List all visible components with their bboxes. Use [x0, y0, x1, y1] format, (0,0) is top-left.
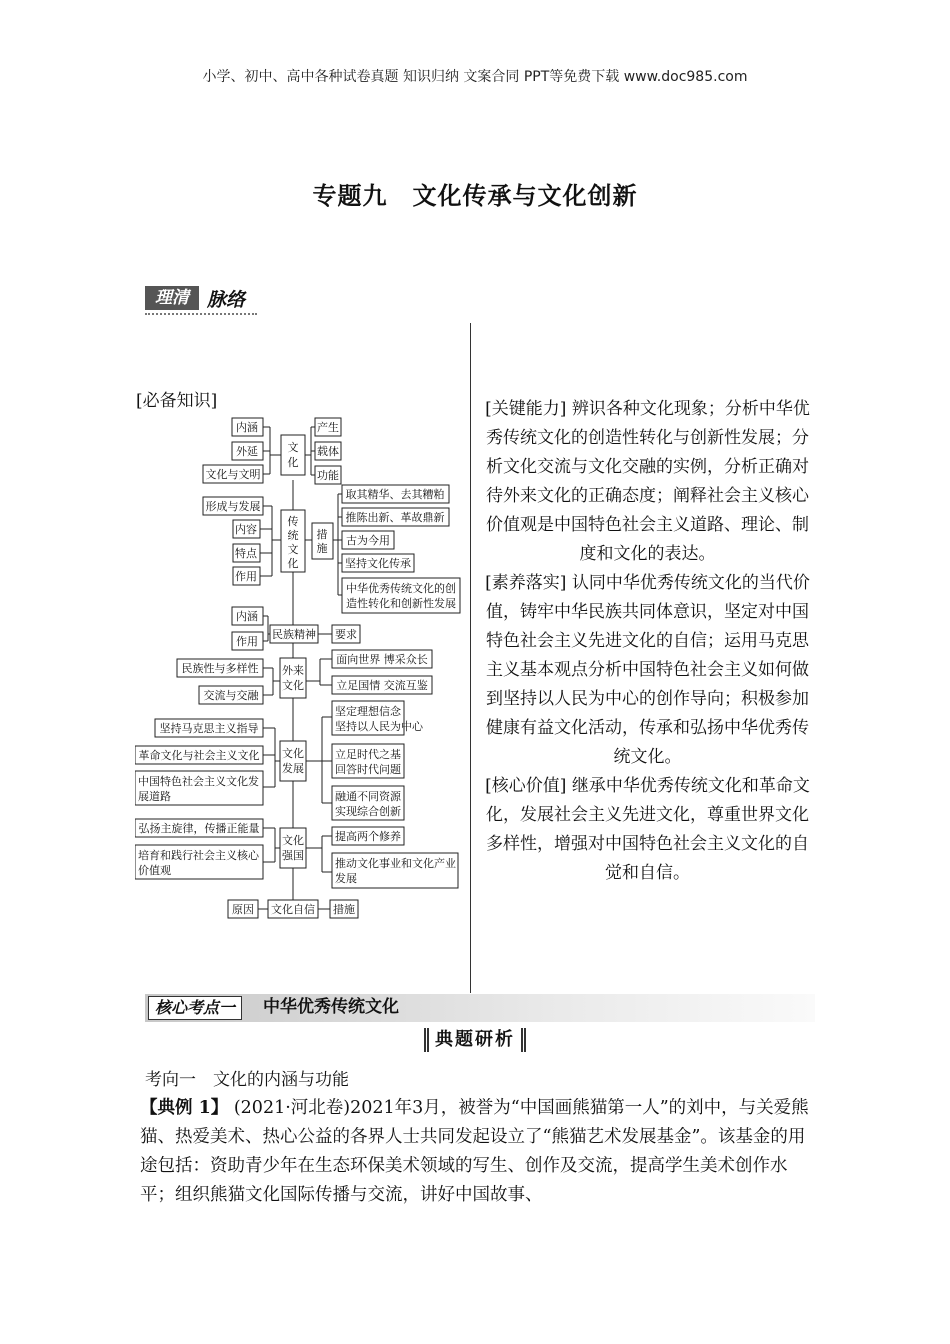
mm-measures: 措	[316, 528, 328, 541]
mm-foreign-left-1: 民族性与多样性	[181, 662, 259, 675]
mm-spirit-center: 民族精神	[272, 628, 316, 641]
mm-culture-right-2: 载体	[317, 445, 339, 458]
mm-develop-left-2: 革命文化与社会主义文化	[138, 749, 260, 762]
mm-foreign-right-1: 面向世界 博采众长	[336, 653, 428, 666]
mm-confidence-left: 原因	[232, 903, 254, 916]
typical-analysis-header	[0, 1028, 950, 1052]
mm-strong-right-2b: 发展	[335, 872, 357, 885]
key-ability-label: [关键能力]	[485, 399, 567, 419]
literacy-label: [素养落实]	[485, 573, 567, 593]
mm-develop-right-2a: 立足时代之基	[335, 748, 401, 761]
mm-strong-center: 文化	[282, 834, 304, 847]
mm-develop-right-3a: 融通不同资源	[335, 790, 401, 803]
mm-foreign-center: 外来	[282, 664, 304, 677]
mm-spirit-right: 要求	[335, 628, 357, 641]
mm-culture-left-2: 外延	[236, 445, 258, 458]
section-badge-prefix: 理清	[145, 286, 199, 310]
section-badge	[145, 285, 257, 315]
mm-culture-right-1: 产生	[317, 421, 339, 434]
mm-develop-right-2b: 回答时代问题	[335, 763, 401, 776]
mindmap-label: [必备知识]	[136, 391, 218, 411]
mm-strong-right-1: 提高两个修养	[335, 830, 401, 843]
mm-develop-left-3b: 展道路	[138, 790, 171, 803]
literacy-paragraph: [素养落实] 认同中华优秀传统文化的当代价值，铸牢中华民族共同体意识，坚定对中国特色社会主义先进文化的自信；运用马克思主义基本观点分析中国特色社会主义如何做到坚持以人民为中心的创作导向；积极参加健康有益文化活动，传承和弘扬中华优秀传统文化。	[485, 573, 810, 767]
mm-measure-5b: 造性转化和创新性发展	[346, 597, 456, 610]
key-ability-paragraph: [关键能力] 辨识各种文化现象；分析中华优秀传统文化的创造性转化与创新性发展；分析文化交流与文化交融的实例，分析正确对待外来文化的正确态度；阐释社会主义核心价值观是中国特色社会主义道路、理论、制度和文化的表达。	[485, 399, 810, 564]
mm-culture-center: 文	[287, 441, 299, 454]
site-banner: 小学、初中、高中各种试卷真题 知识归纳 文案合同 PPT等免费下载 www.doc985.com	[202, 69, 748, 85]
mm-culture-left-3: 文化与文明	[205, 468, 261, 481]
mm-develop-left-1: 坚持马克思主义指导	[159, 722, 259, 735]
mm-strong-right-2a: 推动文化事业和文化产业	[335, 857, 456, 870]
mm-tradition-left-2: 内容	[235, 523, 257, 536]
svg-text:统: 统	[287, 529, 299, 542]
mm-foreign-right-2: 立足国情 交流互鉴	[336, 679, 428, 692]
svg-text:化: 化	[287, 456, 299, 469]
mm-tradition-left-4: 作用	[235, 570, 257, 583]
knowledge-mindmap	[135, 415, 465, 925]
svg-text:文化: 文化	[282, 679, 304, 692]
example-source: (2021·河北卷)	[228, 1098, 351, 1118]
example-text: 2021年3月，被誉为“中国画熊猫第一人”的刘中，与关爱熊猫、热爱美术、热心公益的各界人士共同发起设立了“熊猫艺术发展基金”。该基金的用途包括：资助青少年在生态环保美术领域的写生、创作及交流，提高学生美术创作水平；组织熊猫文化国际传播与交流，讲好中国故事、	[140, 1098, 809, 1205]
svg-text:化: 化	[287, 557, 299, 570]
requirements-text	[480, 395, 815, 888]
svg-text:强国: 强国	[282, 849, 304, 862]
core-point-title: 中华优秀传统文化	[263, 997, 399, 1017]
mm-tradition-left-1: 形成与发展	[205, 500, 261, 513]
mm-strong-left-2a: 培育和践行社会主义核心	[138, 849, 259, 862]
mm-spirit-left-2: 作用	[236, 635, 258, 648]
mm-measure-5a: 中华优秀传统文化的创	[346, 582, 456, 595]
mm-measure-1: 取其精华、去其糟粕	[345, 488, 445, 501]
core-value-paragraph: [核心价值] 继承中华优秀传统文化和革命文化，发展社会主义先进文化，尊重世界文化多样性，增强对中国特色社会主义文化的自觉和自信。	[485, 776, 810, 883]
mm-culture-left-1: 内涵	[236, 421, 258, 434]
core-value-label: [核心价值]	[485, 776, 567, 796]
mm-strong-left-2b: 价值观	[138, 864, 171, 877]
mindmap-svg	[135, 415, 465, 925]
mm-measure-4: 坚持文化传承	[345, 557, 411, 570]
mm-develop-center: 文化	[282, 747, 304, 760]
mm-spirit-left-1: 内涵	[236, 610, 258, 623]
example-body	[140, 1094, 820, 1210]
mm-measure-2: 推陈出新、革故鼎新	[345, 511, 445, 524]
mm-strong-left-1: 弘扬主旋律，传播正能量	[138, 822, 260, 835]
core-point-tag: 核心考点一	[148, 996, 242, 1020]
svg-text:施: 施	[316, 542, 328, 555]
mm-confidence-center: 文化自信	[271, 903, 315, 916]
column-divider	[470, 323, 471, 993]
typical-analysis-label: 典题研析	[424, 1028, 526, 1052]
section-badge-text: 脉络	[207, 289, 246, 311]
mm-confidence-right: 措施	[333, 903, 355, 916]
mm-develop-right-1b: 坚持以人民为中心	[335, 720, 423, 733]
svg-text:发展: 发展	[282, 762, 304, 775]
svg-text:文: 文	[287, 543, 299, 556]
mm-develop-left-3a: 中国特色社会主义文化发	[138, 775, 259, 788]
example-label: 【典例 1】	[140, 1098, 229, 1118]
mm-tradition-center: 传	[287, 515, 299, 528]
page-title: 专题九 文化传承与文化创新	[312, 182, 638, 210]
mm-develop-right-3b: 实现综合创新	[335, 805, 401, 818]
direction-heading: 考向一 文化的内涵与功能	[145, 1070, 349, 1090]
mm-tradition-left-3: 特点	[235, 547, 257, 560]
mm-develop-right-1a: 坚定理想信念	[335, 705, 401, 718]
mm-culture-right-3: 功能	[317, 469, 339, 482]
mm-foreign-left-2: 交流与交融	[203, 689, 259, 702]
mm-measure-3: 古为今用	[346, 534, 390, 547]
core-point-bar	[145, 994, 815, 1022]
